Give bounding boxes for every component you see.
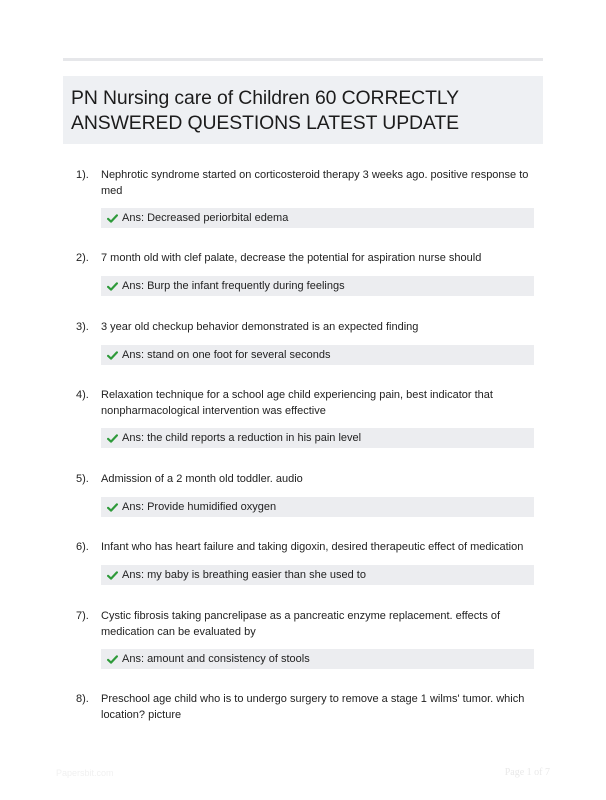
question-text: Nephrotic syndrome started on corticosteroid therapy 3 weeks ago. positive response to med — [101, 169, 529, 197]
title-box — [63, 76, 543, 144]
check-icon — [107, 502, 118, 513]
answer-text: Ans: Burp the infant frequently during feelings — [122, 280, 345, 292]
question-text: Admission of a 2 month old toddler. audio — [101, 473, 303, 485]
check-icon — [107, 570, 118, 581]
question-number: 3). — [76, 321, 89, 333]
question-text: 3 year old checkup behavior demonstrated is an expected finding — [101, 321, 419, 333]
question-number: 8). — [76, 693, 89, 705]
footer-page-number: Page 1 of 7 — [504, 767, 550, 778]
question-number: 6). — [76, 541, 89, 553]
question-text: Cystic fibrosis taking pancrelipase as a pancreatic enzyme replacement. effects of medication can be evaluated by — [101, 610, 501, 638]
answer-text: Ans: Provide humidified oxygen — [122, 501, 277, 513]
question-text: Preschool age child who is to undergo surgery to remove a stage 1 wilms' tumor. which location? picture — [101, 693, 525, 721]
check-icon — [107, 433, 118, 444]
question-number: 2). — [76, 252, 89, 264]
question-text: Infant who has heart failure and taking digoxin, desired therapeutic effect of medication — [101, 541, 524, 553]
answer-box — [101, 497, 534, 517]
question-number: 7). — [76, 610, 89, 622]
question-number: 4). — [76, 389, 89, 401]
answer-text: Ans: the child reports a reduction in his pain level — [122, 432, 362, 444]
answer-text: Ans: stand on one foot for several seconds — [122, 349, 331, 361]
top-divider — [63, 58, 543, 61]
answer-box — [101, 345, 534, 365]
question-text: Relaxation technique for a school age child experiencing pain, best indicator that nonpharmacological intervention was effective — [101, 389, 493, 417]
answer-box — [101, 649, 534, 669]
document-title: PN Nursing care of Children 60 CORRECTLY ANSWERED QUESTIONS LATEST UPDATE — [71, 87, 459, 134]
check-icon — [107, 350, 118, 361]
check-icon — [107, 213, 118, 224]
answer-text: Ans: my baby is breathing easier than she used to — [122, 569, 366, 581]
answer-box — [101, 565, 534, 585]
answer-box — [101, 276, 534, 296]
check-icon — [107, 654, 118, 665]
answer-text: Ans: amount and consistency of stools — [122, 653, 310, 665]
footer-site-watermark: Papersbit.com — [56, 768, 114, 778]
question-text: 7 month old with clef palate, decrease the potential for aspiration nurse should — [101, 252, 482, 264]
answer-box — [101, 428, 534, 448]
check-icon — [107, 281, 118, 292]
answer-box — [101, 208, 534, 228]
question-number: 1). — [76, 169, 89, 181]
answer-text: Ans: Decreased periorbital edema — [122, 212, 289, 224]
question-number: 5). — [76, 473, 89, 485]
